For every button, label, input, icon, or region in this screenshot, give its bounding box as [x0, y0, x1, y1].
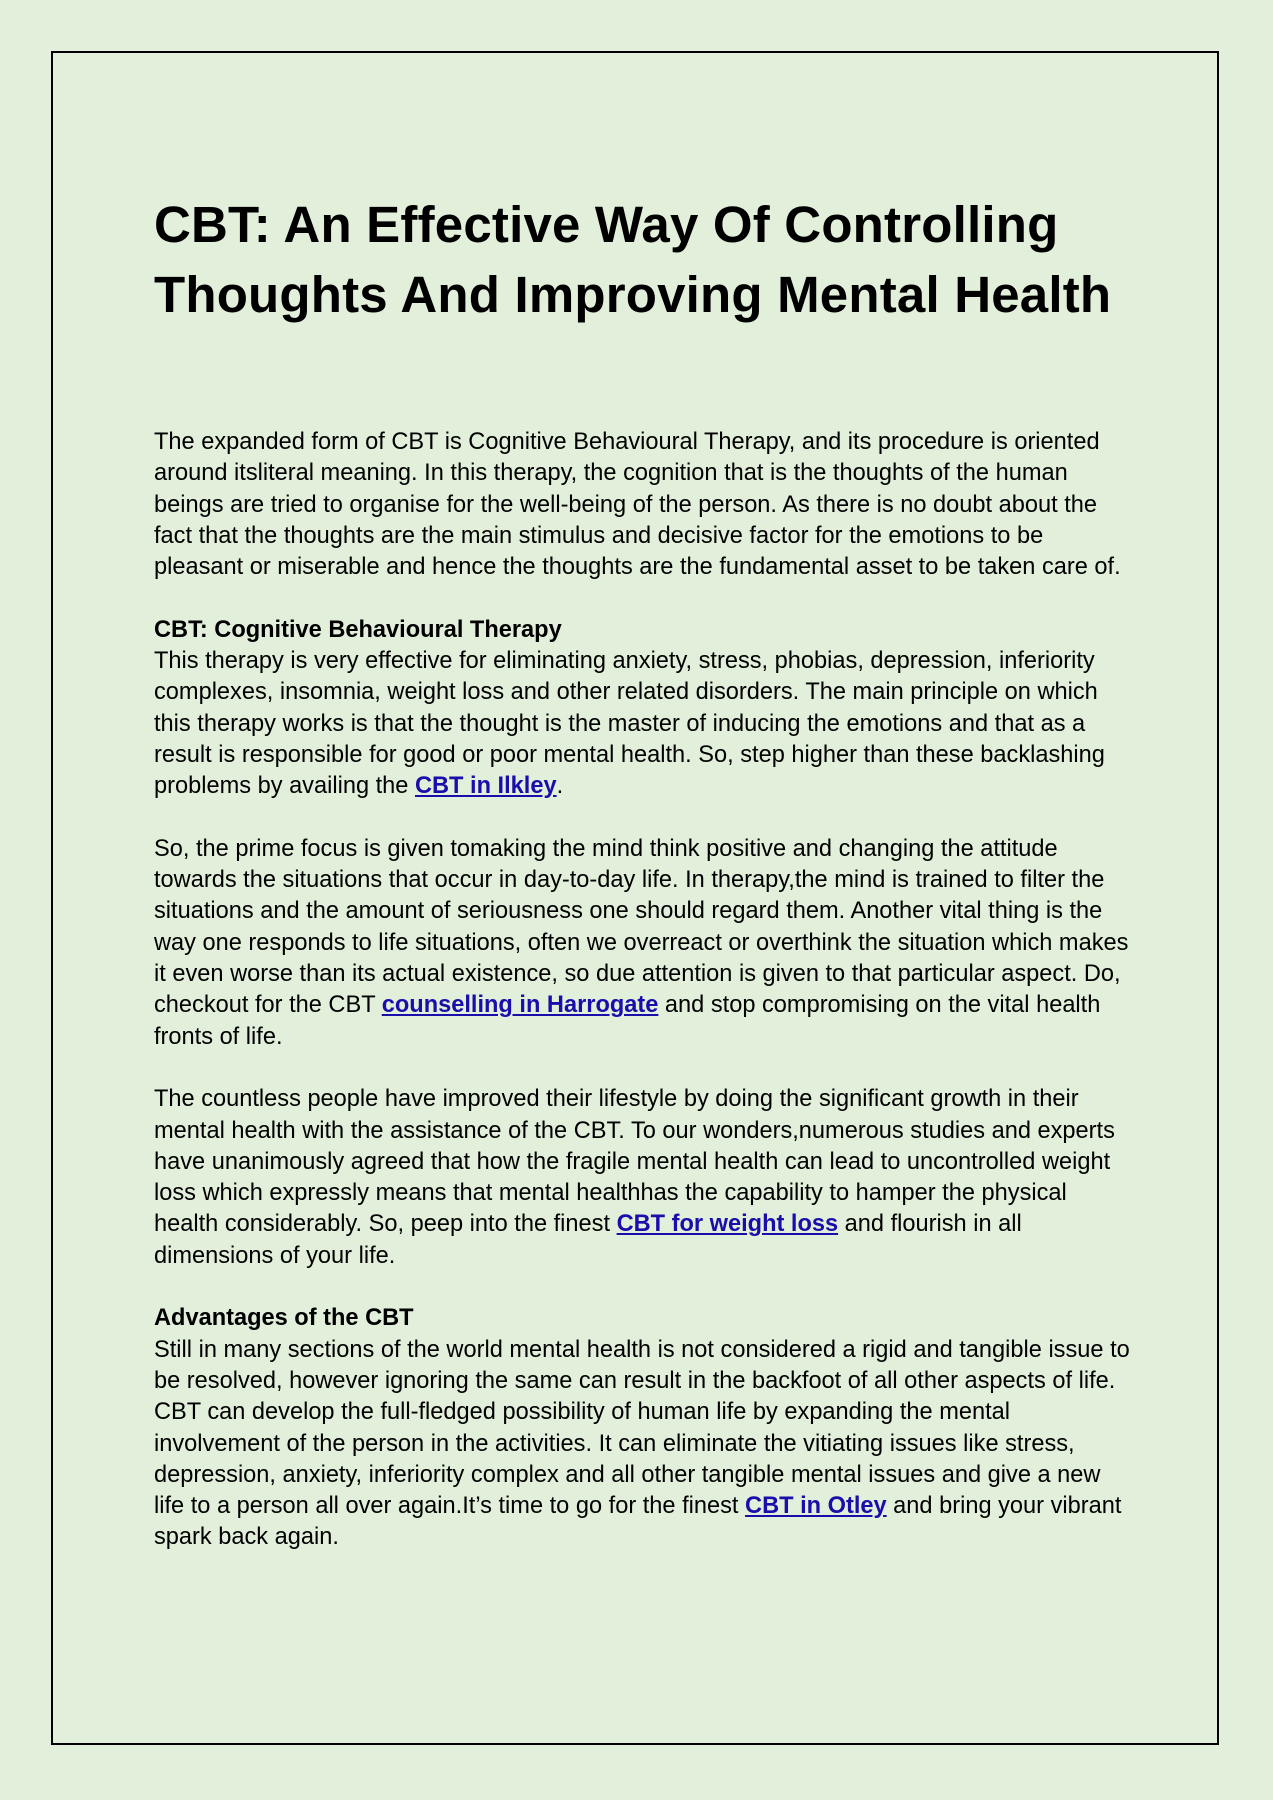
section1-text-end: .: [556, 773, 564, 800]
section2-text-end: and bring your vibrant spark back again.: [154, 1493, 1122, 1551]
cbt-in-ilkley-link[interactable]: CBT in Ilkley: [414, 773, 557, 800]
cbt-for-weight-loss-link[interactable]: CBT for weight loss: [616, 1211, 839, 1238]
section1-text: This therapy is very effective for eliminating anxiety, stress, phobias, depression, inferiority complexes, insomnia, weight loss and other related disorders. The main principle on which this therapy works is that the thought is the master of inducing the emotions and that as a result is responsible for good or poor mental health. So, step higher than these backlashing problems by availing the: [154, 648, 1105, 800]
section2-text: Still in many sections of the world mental health is not considered a rigid and tangible issue to be resolved, however ignoring the same can result in the backfoot of all other aspects of life. CBT can develop the full-fledged possibility of human life by expanding the mental involvement of the person in the activities. It can eliminate the vitiating issues like stress, depression, anxiety, inferiority complex and all other tangible mental issues and give a new life to a person all over again.It’s time to go for the finest: [154, 1336, 1130, 1520]
section-heading-advantages: Advantages of the CBT: [154, 1305, 414, 1332]
counselling-in-harrogate-link[interactable]: counselling in Harrogate: [381, 992, 659, 1019]
paragraph-countless-people: [154, 1084, 1134, 1272]
para3-text-end: and flourish in all dimensions of your life.: [154, 1211, 1022, 1269]
section-heading-cbt: CBT: Cognitive Behavioural Therapy: [154, 616, 562, 643]
paragraph-prime-focus: [154, 834, 1134, 1053]
intro-paragraph: The expanded form of CBT is Cognitive Behavioural Therapy, and its procedure is oriented around itsliteral meaning. In this therapy, the cognition that is the thoughts of the human beings are tried to organise for the well-being of the person. As there is no doubt about the fact that the thoughts are the main stimulus and decisive factor for the emotions to be pleasant or miserable and hence the thoughts are the fundamental asset to be taken care of.: [154, 429, 1121, 581]
para3-text: The countless people have improved their lifestyle by doing the significant growth in their mental health with the assistance of the CBT. To our wonders,numerous studies and experts have unanimously agreed that how the fragile mental health can lead to uncontrolled weight loss which expressly means that mental healthhas the capability to hamper the physical health considerably. So, peep into the finest: [154, 1086, 1115, 1238]
document-body: [154, 427, 1134, 1585]
section1-paragraph: [154, 646, 1134, 802]
section2-paragraph: [154, 1335, 1134, 1554]
cbt-in-otley-link[interactable]: CBT in Otley: [745, 1493, 887, 1520]
para2-text-end: and stop compromising on the vital health fronts of life.: [154, 992, 1101, 1050]
page-title: CBT: An Effective Way Of Controlling Thoughts And Improving Mental Health: [154, 196, 1112, 323]
para2-text: So, the prime focus is given tomaking the mind think positive and changing the attitude towards the situations that occur in day-to-day life. In therapy,the mind is trained to filter the situations and the amount of seriousness one should regard them. Another vital thing is the way one responds to life situations, often we overreact or overthink the situation which makes it even worse than its actual existence, so due attention is given to that particular aspect. Do, checkout for the CBT: [154, 835, 1129, 1019]
